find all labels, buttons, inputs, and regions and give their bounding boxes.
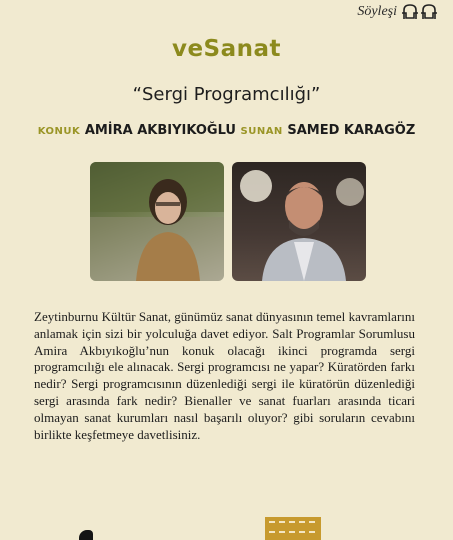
guest-role-label: KONUK bbox=[37, 126, 81, 137]
event-description: Zeytinburnu Kültür Sanat, günümüz sanat dünyasının temel kavramlarını anlamak için sizi bir yolculuğa davet ediyor. Salt Programlar Sorumlusu Amira Akbıyıkoğlu’nun konuk olacağı ikinci programda sergi programcılığı ele alınacak. Sergi programcısı ne yapar? Küratörden farkı nedir? Sergi programcısının düzenlediği sergi ile küratörün düzenlediği sergi arasında fark nedir? Bienaller ve sanat fuarları arasında ticari olmayan sanat kurumları nasıl başarılı oluyor? gibi soruların cevabını birlikte keşfetmeye davetlisiniz. bbox=[34, 309, 415, 442]
kultur-sanat-logo bbox=[265, 517, 321, 540]
corner-graphic bbox=[79, 530, 93, 540]
host-name: SAMED KARAGÖZ bbox=[287, 123, 416, 138]
section-header bbox=[357, 2, 439, 22]
section-label: Söyleşi bbox=[357, 4, 397, 19]
host-photo bbox=[232, 162, 366, 281]
credits-line bbox=[0, 123, 453, 138]
guest-name: AMİRA AKBIYIKOĞLU bbox=[84, 123, 236, 138]
event-subtitle: “Sergi Programcılığı” bbox=[132, 84, 321, 105]
armchairs-icon bbox=[401, 2, 439, 22]
guest-photo bbox=[90, 162, 224, 281]
host-role-label: SUNAN bbox=[240, 126, 283, 137]
program-title: veSanat bbox=[171, 36, 282, 62]
